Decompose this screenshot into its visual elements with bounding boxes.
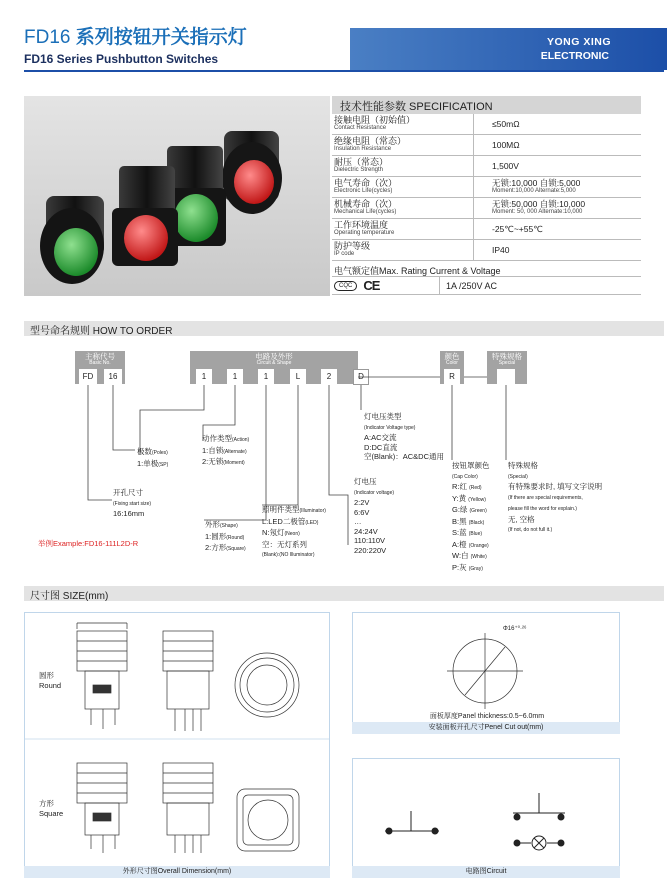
lv-value: 2:2V <box>354 498 370 507</box>
cap-color: W:白 <box>452 551 469 560</box>
spec-title: 技术性能参数 SPECIFICATION <box>332 96 641 114</box>
spec-key-en: IP code <box>334 251 355 257</box>
code-cell: 1 <box>258 369 274 385</box>
action-block <box>202 434 249 469</box>
cap-color-en: (Black) <box>468 519 485 526</box>
illum-blank: 空：无灯系列 <box>262 539 307 549</box>
illum-n: N:氖灯 <box>262 528 285 537</box>
cut-dimension: Φ16⁺⁰·²⁶ <box>503 626 527 632</box>
lv-value: 220:220V <box>354 545 387 555</box>
spec-value-en: Moment: 50, 000 Alternate:10,000 <box>492 208 583 215</box>
special-title: 特殊规格 <box>508 461 538 470</box>
cap-color-en: (Orange) <box>468 542 489 549</box>
group-basic-cn: 主称代号 <box>85 352 115 361</box>
illum-en: (Illuminator) <box>299 508 326 514</box>
spec-key-en: Operating temperature <box>334 230 395 236</box>
spec-key-en: Dielectric Strength <box>334 167 384 173</box>
spec-key: 接触电阻（初始值） <box>334 115 416 125</box>
spec-key: 耐压（常态） <box>334 157 389 167</box>
cap-color-en: (Green) <box>469 508 487 514</box>
lamp-voltage-type-block <box>364 412 444 462</box>
action-1-en: (Alternate) <box>223 448 247 455</box>
round-label <box>39 671 61 690</box>
lvt-d: D:DC直流 <box>364 442 398 452</box>
cap-color-en: (Red) <box>469 485 482 491</box>
spec-value: 无锁:10,000 自锁:5,000 <box>492 178 581 188</box>
spec-key-en: Electronic Life(cycles) <box>334 188 393 194</box>
rating-label: 电气额定值Max. Rating Current & Voltage <box>332 261 641 277</box>
cap-color: G:绿 <box>452 505 468 514</box>
cap-color: R:红 <box>452 482 467 491</box>
hole-value: 16:16mm <box>113 509 145 518</box>
spec-key-en: Insulation Resistance <box>334 146 392 152</box>
shape-2: 2:方形 <box>205 543 227 552</box>
illum-l-en: (LED) <box>305 519 319 526</box>
code-cell: D <box>353 369 369 385</box>
spec-key: 工作环境温度 <box>334 220 389 230</box>
cap-color: B:黑 <box>452 516 467 526</box>
lv-value: 6:6V <box>354 507 370 517</box>
overall-dimension-panel <box>24 612 330 878</box>
shape-2-en: (Square) <box>226 546 246 552</box>
group-color-cn: 颜色 <box>444 352 460 361</box>
hole-en: (Fixing start size) <box>113 500 152 507</box>
code-cell: R <box>444 369 460 385</box>
special-line: 有特殊要求时, 填写文字说明 <box>508 482 603 491</box>
code-cell: FD <box>79 369 97 385</box>
group-circuit-cn: 电路及外形 <box>255 352 293 361</box>
hole-size-block <box>113 488 151 519</box>
poles-block <box>137 447 168 470</box>
spec-value: 无锁:50,000 自锁:10,000 <box>492 199 586 209</box>
illum-blank-en: (Blank):(NO Illuminator) <box>262 552 315 558</box>
ce-mark: CE <box>363 278 380 293</box>
size-section-title: 尺寸图 SIZE(mm) <box>24 586 664 601</box>
cap-color-en: (White) <box>470 554 487 560</box>
special-block <box>508 461 602 536</box>
spec-key: 电气寿命（次） <box>334 178 398 188</box>
illum-l: L:LED二极管 <box>262 516 306 526</box>
hole-title: 开孔尺寸 <box>113 488 143 497</box>
code-cell: 2 <box>321 369 337 385</box>
panel-thickness: 面板厚度Panel thickness:0.5~6.0mm <box>429 713 545 720</box>
lvt-title: 灯电压类型 <box>364 412 402 421</box>
cap-color-block <box>452 461 490 574</box>
lv-value: … <box>354 517 362 526</box>
action-2: 2:无锁 <box>202 457 224 466</box>
shape-1: 1:圆形 <box>205 531 227 541</box>
cap-color: P:灰 <box>452 562 467 572</box>
spec-key-en: Contact Resistance <box>334 125 387 131</box>
cutout-drawing <box>353 613 619 721</box>
cqc-mark: CQC <box>334 281 357 291</box>
special-en2: (If there are special requirements, <box>508 494 583 501</box>
square-label <box>39 799 63 818</box>
spec-value-en: Moment:10,000 Alternate:5,000 <box>492 187 576 194</box>
shape-1-en: (Round) <box>226 534 245 541</box>
cutout-caption: 安装面板开孔尺寸Penel Cut out(mm) <box>352 722 620 734</box>
poles-value: 1:单极 <box>137 458 159 468</box>
model-name: FD16 <box>24 27 71 48</box>
code-cell: 16 <box>104 369 122 385</box>
code-cell: L <box>290 369 306 385</box>
title-cn: 系列按钮开关指示灯 <box>75 27 247 48</box>
group-special-cn: 特殊规格 <box>492 352 522 361</box>
action-en: (Action) <box>232 437 250 443</box>
cap-color: Y:黄 <box>452 493 467 503</box>
lamp-voltage-block <box>354 477 394 555</box>
circuit-panel <box>352 758 620 878</box>
cap-color-en: (Gray) <box>468 565 483 572</box>
code-cell: 1 <box>227 369 243 385</box>
spec-key-en: Mechanical Life(cycles) <box>334 209 397 215</box>
cutout-panel <box>352 612 620 734</box>
illum-n-en: (Neon) <box>284 531 300 537</box>
cap-en: (Cap Color) <box>452 473 478 480</box>
action-2-en: (Moment) <box>223 460 245 466</box>
shape-block <box>205 520 246 555</box>
cap-color-en: (Yellow) <box>468 496 486 503</box>
group-circuit-en: Circuit & Shape <box>256 359 292 366</box>
lvt-blank: 空(Blank)：AC&DC通用 <box>364 452 445 461</box>
special-en: (Special) <box>508 473 528 480</box>
order-example: 举例Example:FD16-111L2D-R <box>38 539 139 548</box>
round-en: Round <box>39 680 62 690</box>
overall-caption: 外形尺寸图Overall Dimension(mm) <box>24 866 330 878</box>
lvt-en: (Indicator Voltage type) <box>364 424 416 431</box>
group-basic-en: Basic No. <box>89 359 111 366</box>
square-cn: 方形 <box>39 799 54 808</box>
spec-key: 防护等级 <box>334 241 371 251</box>
lv-value: 110:110V <box>354 536 385 545</box>
page-subtitle: FD16 Series Pushbutton Switches <box>24 52 219 66</box>
circuit-caption: 电路图Circuit <box>352 866 620 878</box>
action-title: 动作类型 <box>202 434 232 443</box>
poles-en: (Poles) <box>152 450 168 456</box>
cap-color: S:蓝 <box>452 528 467 537</box>
poles-title: 极数 <box>137 447 152 456</box>
spec-value: 100MΩ <box>492 140 520 150</box>
order-section-title: 型号命名规则 HOW TO ORDER <box>24 321 664 336</box>
square-en: Square <box>39 808 64 818</box>
brand-line1: YONG XING <box>546 36 611 48</box>
cap-color: A:橙 <box>452 539 467 549</box>
shape-en: (Shape) <box>220 523 238 529</box>
spec-value: -25℃~+55℃ <box>492 224 543 234</box>
lv-value: 24:24V <box>354 526 378 536</box>
special-blank-en: (If not, do not full it.) <box>508 527 553 533</box>
action-1: 1:自锁 <box>202 445 224 455</box>
spec-value: 1,500V <box>492 161 519 171</box>
round-cn: 圆形 <box>39 671 54 680</box>
code-cell: 1 <box>196 369 212 385</box>
spec-key: 机械寿命（次） <box>334 199 398 209</box>
special-blank: 无, 空格 <box>508 514 535 524</box>
spec-key: 绝缘电阻（常态） <box>334 136 407 146</box>
group-special-en: Special <box>498 359 516 366</box>
lv-en: (Indicator voltage) <box>354 489 395 496</box>
rating-value: 1A /250V AC <box>446 281 498 291</box>
lvt-a: A:AC交流 <box>364 433 397 442</box>
cap-title: 按钮罩颜色 <box>452 461 490 470</box>
illum-title: 照明件类型 <box>262 505 300 514</box>
poles-value-en: (SP) <box>158 461 169 468</box>
dimension-drawings <box>25 613 329 865</box>
lv-title: 灯电压 <box>354 477 377 486</box>
brand-line2: ELECTRONIC <box>540 50 609 62</box>
cap-color-en: (Blue) <box>468 531 483 537</box>
special-en3: please fill the word for explain.) <box>508 506 577 512</box>
shape-title: 外形 <box>205 520 220 529</box>
spec-value: ≤50mΩ <box>492 119 520 129</box>
group-color-en: Color <box>446 359 458 366</box>
spec-value: IP40 <box>492 245 510 255</box>
illuminator-block <box>262 505 326 561</box>
circuit-diagram <box>353 759 619 865</box>
